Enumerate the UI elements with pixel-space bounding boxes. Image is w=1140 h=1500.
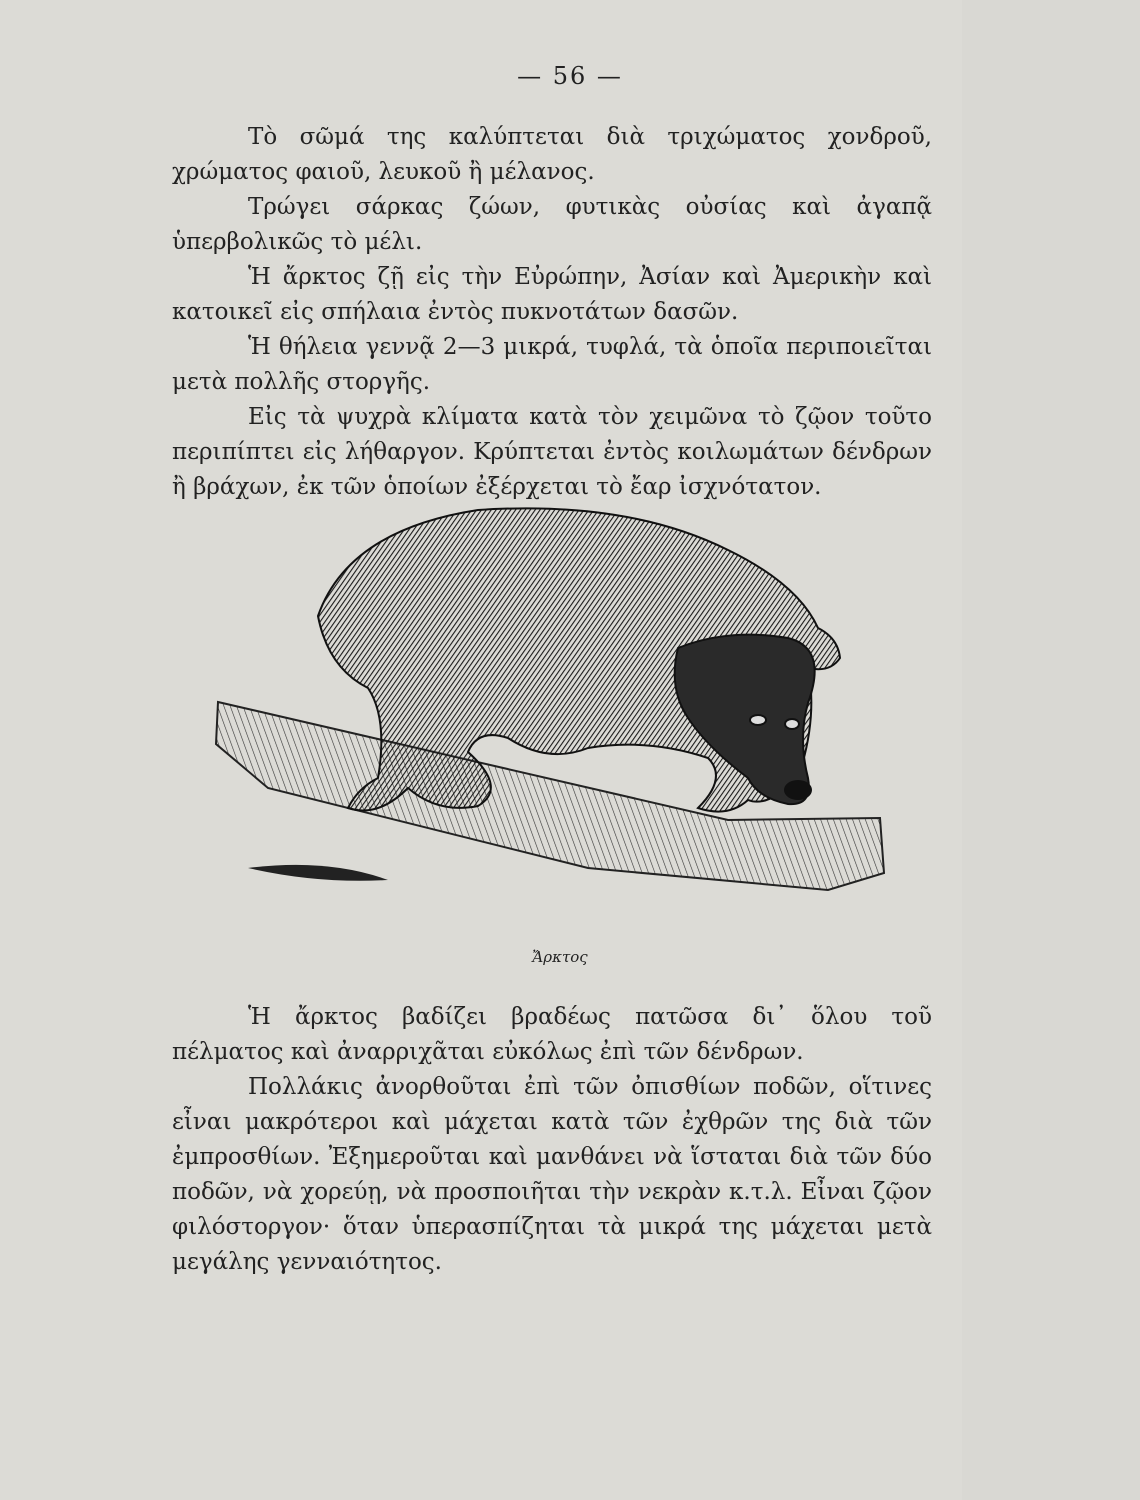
bear-snout	[784, 780, 812, 800]
paragraph: Ἡ θήλεια γεννᾷ 2—3 μικρά, τυφλά, τὰ ὁποῖα περιποιεῖται μετὰ πολλῆς στοργῆς.	[172, 334, 932, 395]
paragraph: Τρώγει σάρκας ζώων, φυτικὰς οὐσίας καὶ ἀγαπᾷ ὑπερβολικῶς τὸ μέλι.	[172, 194, 932, 255]
bear-illustration	[208, 488, 888, 898]
paragraph: Τὸ σῶμά της καλύπτεται διὰ τριχώματος χονδροῦ, χρώματος φαιοῦ, λευκοῦ ἢ μέλανος.	[172, 124, 932, 185]
paragraph: Ἡ ἄρκτος ζῇ εἰς τὴν Εὐρώπην, Ἀσίαν καὶ Ἀμερικὴν καὶ κατοικεῖ εἰς σπήλαια ἐντὸς πυκνοτάτων δασῶν.	[172, 264, 932, 325]
paragraph: Ἡ ἄρκτος βαδίζει βραδέως πατῶσα δι᾽ ὅλου τοῦ πέλματος καὶ ἀναρριχᾶται εὐκόλως ἐπὶ τῶν δένδρων.	[172, 1004, 932, 1065]
page-number: — 56 —	[517, 62, 623, 90]
bear-eye	[750, 715, 766, 725]
paragraph: Εἰς τὰ ψυχρὰ κλίματα κατὰ τὸν χειμῶνα τὸ ζῷον τοῦτο περιπίπτει εἰς λήθαργον. Κρύπτεται ἐντὸς κοιλωμάτων δένδρων ἢ βράχων, ἐκ τῶν ὁποίων ἐξέρχεται τὸ ἔαρ ἰσχνότατον.	[172, 404, 932, 500]
paragraph: Πολλάκις ἀνορθοῦται ἐπὶ τῶν ὀπισθίων ποδῶν, οἵτινες εἶναι μακρότεροι καὶ μάχεται κατὰ τῶν ἐχθρῶν της διὰ τῶν ἐμπροσθίων. Ἐξημεροῦται καὶ μανθάνει νὰ ἵσταται διὰ τῶν δύο ποδῶν, νὰ χορεύῃ, νὰ προσποιῆται τὴν νεκρὰν κ.τ.λ. Εἶναι ζῷον φιλόστοργον· ὅταν ὑπερασπίζηται τὰ μικρά της μάχεται μετὰ μεγάλης γενναιότητος.	[172, 1074, 932, 1275]
top-text-block	[172, 120, 932, 500]
bear-eye	[785, 719, 799, 729]
bottom-text-block	[172, 1000, 932, 1280]
figure-caption: Ἄρκτος	[532, 948, 588, 966]
ground-shadow	[248, 865, 388, 881]
